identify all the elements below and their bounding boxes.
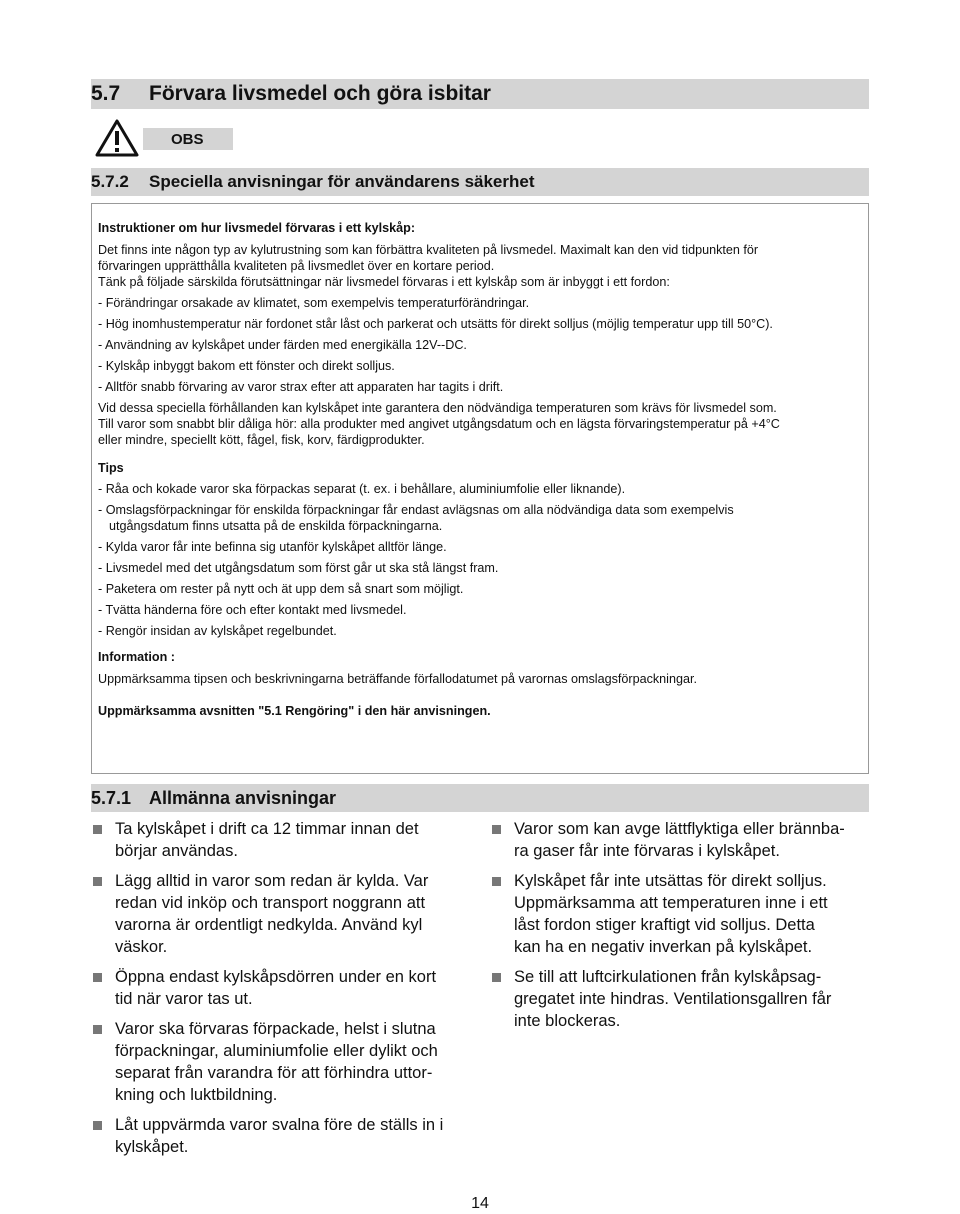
square-bullet-icon	[492, 877, 501, 886]
list-item	[93, 1018, 478, 1106]
tip-item-continuation: utgångsdatum finns utsatta på de enskilda förpackningarna.	[109, 519, 443, 533]
list-item	[492, 966, 877, 1032]
list-item	[93, 966, 478, 1010]
tip-item: - Tvätta händerna före och efter kontakt med livsmedel.	[98, 603, 407, 617]
box-para4-line2: eller mindre, speciellt kött, fågel, fisk, korv, färdigprodukter.	[98, 433, 425, 447]
tips-heading: Tips	[98, 461, 124, 475]
page-number: 14	[471, 1195, 489, 1212]
box-para2: Tänk på följade särskilda förutsättningar när livsmedel förvaras i ett kylskåp som är inbyggt i ett fordon:	[98, 275, 670, 289]
box-heading: Instruktioner om hur livsmedel förvaras i ett kylskåp:	[98, 221, 416, 235]
box-para1-line2: förvaringen upprätthålla kvaliteten på livsmedlet över en kortare period.	[98, 259, 495, 273]
square-bullet-icon	[492, 825, 501, 834]
tip-item: - Kylda varor får inte befinna sig utanför kylskåpet alltför länge.	[98, 540, 447, 554]
tip-item: - Livsmedel med det utgångsdatum som först går ut ska stå längst fram.	[98, 561, 499, 575]
condition-item: - Kylskåp inbyggt bakom ett fönster och direkt solljus.	[98, 359, 395, 373]
condition-item: - Förändringar orsakade av klimatet, som exempelvis temperaturförändringar.	[98, 296, 530, 310]
square-bullet-icon	[492, 973, 501, 982]
list-item	[93, 1114, 478, 1158]
subsection-heading	[91, 168, 869, 196]
condition-item: - Användning av kylskåpet under färden med energikälla 12V--DC.	[98, 338, 467, 352]
left-column	[93, 818, 478, 1166]
list-item	[492, 818, 877, 862]
info-text: Uppmärksamma tipsen och beskrivningarna beträffande förfallodatumet på varornas omslagsförpackningar.	[98, 672, 697, 686]
tip-item: - Råa och kokade varor ska förpackas separat (t. ex. i behållare, aluminiumfolie eller liknande).	[98, 482, 626, 496]
tip-item: - Paketera om rester på nytt och ät upp dem så snart som möjligt.	[98, 582, 464, 596]
square-bullet-icon	[93, 877, 102, 886]
list-item	[93, 870, 478, 958]
warning-triangle-icon	[95, 118, 139, 158]
condition-item: - Alltför snabb förvaring av varor strax efter att apparaten har tagits i drift.	[98, 380, 504, 394]
box-para4-line1: Till varor som snabbt blir dåliga hör: alla produkter med angivet utgångsdatum och en lägsta förvaringstemperatur på +4°C	[98, 417, 780, 431]
subsection-title: Speciella anvisningar för användarens säkerhet	[149, 172, 535, 191]
list-item-text: Varor som kan avge lättflyktiga eller brännba- ra gaser får inte förvaras i kylskåpet.	[514, 820, 845, 860]
box-para3: Vid dessa speciella förhållanden kan kylskåpet inte garantera den nödvändiga temperaturen som krävs för livsmedel som.	[98, 401, 777, 415]
general-title: Allmänna anvisningar	[149, 787, 337, 808]
condition-item: - Hög inomhustemperatur när fordonet står låst och parkerat och utsätts för direkt solljus (möjlig temperatur upp till 50°C).	[98, 317, 773, 331]
tip-item: - Rengör insidan av kylskåpet regelbundet.	[98, 624, 337, 638]
square-bullet-icon	[93, 973, 102, 982]
list-item-text: Lägg alltid in varor som redan är kylda. Var redan vid inköp och transport noggrann att varorna är ordentligt nedkylda. Använd kyl väskor.	[115, 872, 429, 956]
subsection-number: 5.7.2	[91, 172, 129, 191]
list-item-text: Öppna endast kylskåpsdörren under en kort tid när varor tas ut.	[115, 968, 437, 1008]
general-heading	[91, 784, 869, 812]
section-title: Förvara livsmedel och göra isbitar	[149, 82, 491, 105]
section-number: 5.7	[91, 82, 121, 105]
square-bullet-icon	[93, 1025, 102, 1034]
list-item-text: Kylskåpet får inte utsättas för direkt solljus. Uppmärksamma att temperaturen inne i ett låst fordon stiger kraftigt vid solljus. Detta kan ha en negativ inverkan på kylskåpet.	[514, 872, 828, 956]
warning-row	[95, 118, 139, 158]
square-bullet-icon	[93, 825, 102, 834]
list-item-text: Låt uppvärmda varor svalna före de ställs in i kylskåpet.	[115, 1116, 444, 1156]
list-item-text: Se till att luftcirkulationen från kylskåpsag- gregatet inte hindras. Ventilationsgallren får inte blockeras.	[514, 968, 832, 1030]
right-column	[492, 818, 877, 1040]
list-item	[93, 818, 478, 862]
safety-instructions-box	[91, 203, 869, 774]
info-heading: Information :	[98, 650, 175, 664]
final-note: Uppmärksamma avsnitten "5.1 Rengöring" i den här anvisningen.	[98, 704, 491, 718]
obs-label: OBS	[143, 128, 233, 150]
tip-item: - Omslagsförpackningar för enskilda förpackningar får endast avlägsnas om alla nödvändiga data som exempelvis	[98, 503, 734, 517]
list-item-text: Varor ska förvaras förpackade, helst i slutna förpackningar, aluminiumfolie eller dylikt och separat från varandra för att förhindra uttor- kning och luktbildning.	[115, 1020, 438, 1104]
box-para1-line1: Det finns inte någon typ av kylutrustning som kan förbättra kvaliteten på livsmedel. Maximalt kan den vid tidpunkten för	[98, 243, 759, 257]
general-number: 5.7.1	[91, 787, 132, 808]
list-item-text: Ta kylskåpet i drift ca 12 timmar innan det börjar användas.	[115, 820, 419, 860]
list-item	[492, 870, 877, 958]
square-bullet-icon	[93, 1121, 102, 1130]
section-heading	[91, 79, 869, 109]
